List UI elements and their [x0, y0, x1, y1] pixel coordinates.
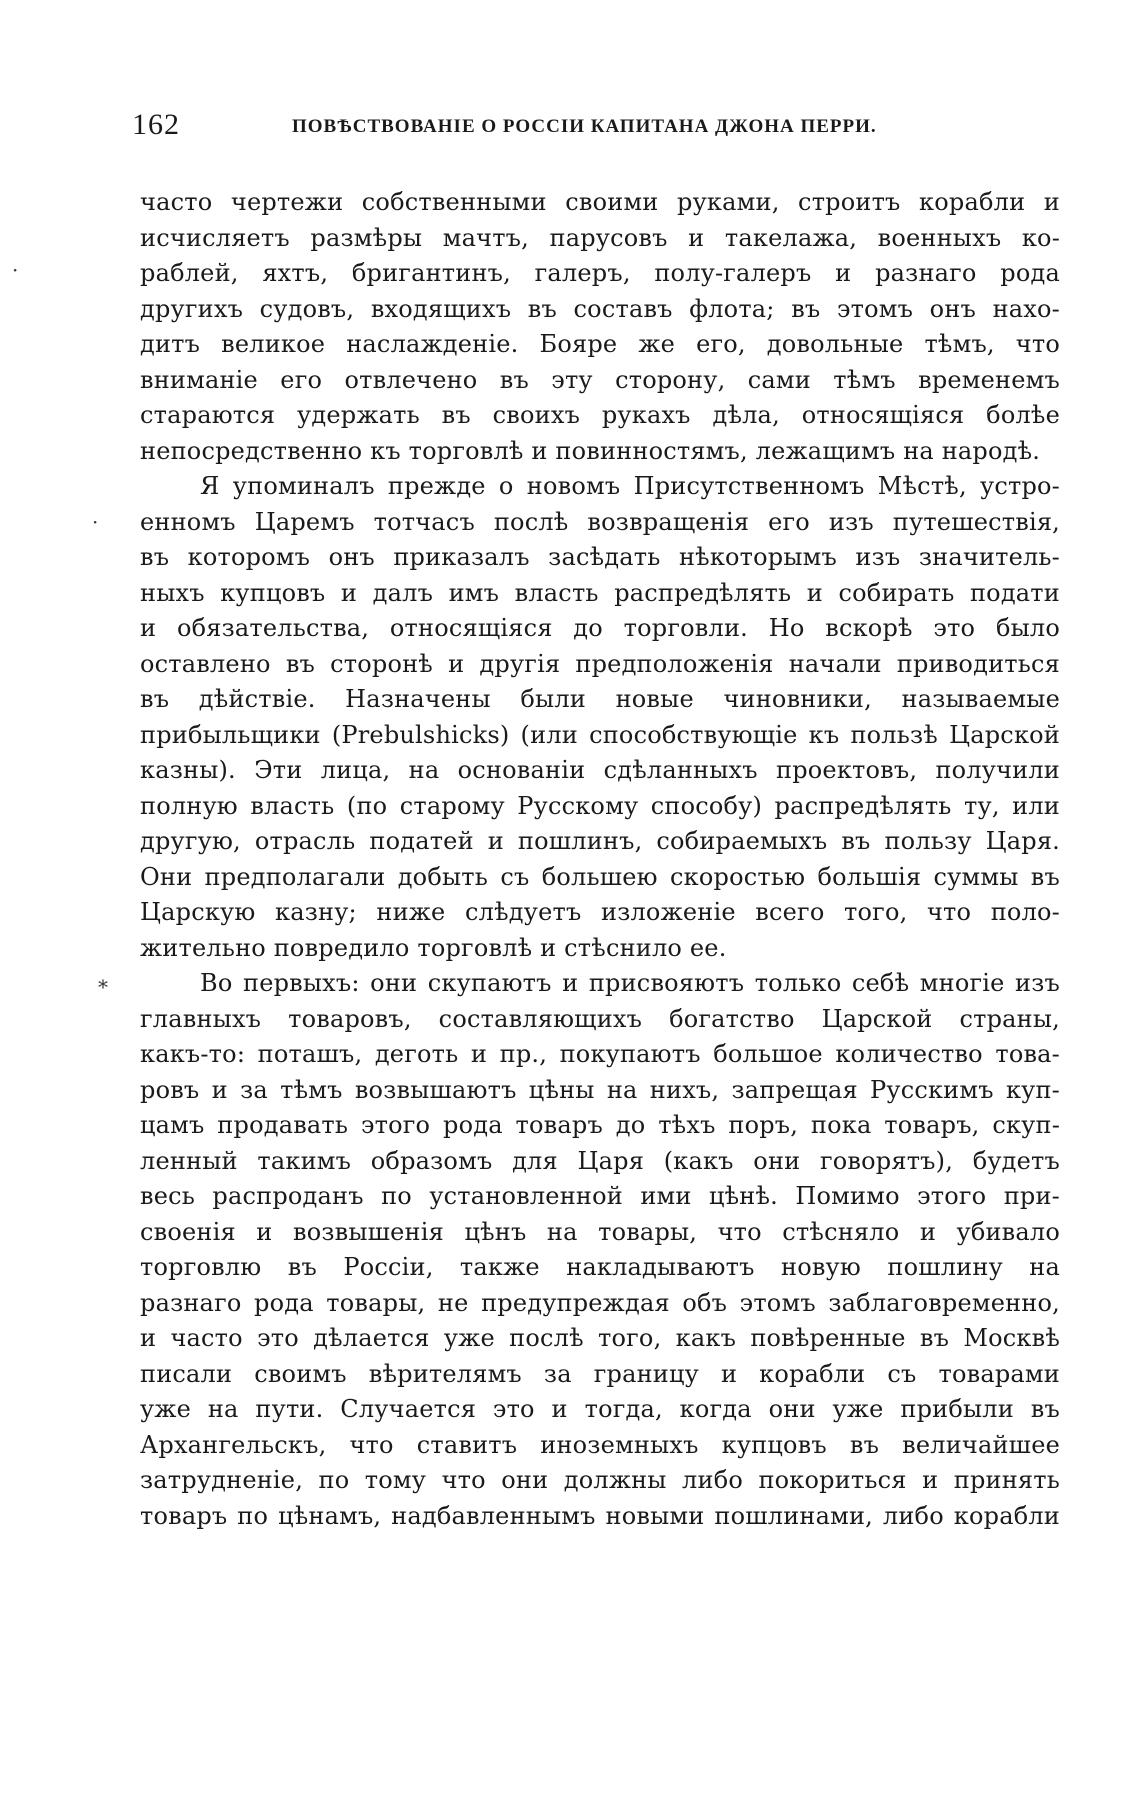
text-line: въ которомъ онъ приказалъ засѣдать нѣкоторымъ изъ значитель- [140, 543, 1060, 571]
text-line: Во первыхъ: они скупаютъ и присвояютъ только себѣ многіе изъ [200, 969, 1060, 997]
text-line: торговлю въ Россіи, также накладываютъ новую пошлину на [140, 1253, 1060, 1281]
body-text [140, 185, 1060, 1534]
page-header [132, 108, 922, 148]
text-line: ровъ и за тѣмъ возвышаютъ цѣны на нихъ, запрещая Русскимъ куп- [140, 1075, 1060, 1104]
text-line: своенія и возвышенія цѣнъ на товары, что стѣсняло и убивало [140, 1217, 1060, 1246]
text-line: енномъ Царемъ тотчасъ послѣ возвращенія его изъ путешествія, [140, 507, 1060, 536]
text-line: разнаго рода товары, не предупреждая объ этомъ заблаговременно, [140, 1288, 1060, 1317]
margin-mark: · [12, 258, 19, 282]
text-line: Царскую казну; ниже слѣдуетъ изложеніе всего того, что поло- [140, 898, 1060, 926]
text-line: Они предполагали добыть съ большею скоростью большія суммы въ [140, 862, 1060, 891]
text-line: товаръ по цѣнамъ, надбавленнымъ новыми пошлинами, либо корабли [140, 1501, 1060, 1530]
paragraph [140, 966, 1060, 1534]
running-title: ПОВѢСТВОВАНІЕ О РОССІИ КАПИТАНА ДЖОНА ПЕРРИ. [292, 116, 877, 137]
text-line: въ дѣйствіе. Назначены были новые чиновники, называемые [140, 685, 1060, 713]
text-line: какъ-то: поташъ, деготь и пр., покупаютъ большое количество това- [140, 1040, 1060, 1068]
text-line: Я упоминалъ прежде о новомъ Присутственномъ Мѣстѣ, устро- [200, 472, 1060, 500]
text-line: дитъ великое наслажденіе. Бояре же его, довольные тѣмъ, что [140, 330, 1060, 358]
text-line: ленный такимъ образомъ для Царя (какъ они говорятъ), будетъ [140, 1146, 1060, 1175]
text-line: и часто это дѣлается уже послѣ того, какъ повѣренные въ Москвѣ [140, 1324, 1060, 1352]
paragraph [140, 185, 1060, 469]
text-line: вниманіе его отвлечено въ эту сторону, сами тѣмъ временемъ [140, 365, 1060, 394]
page-number: 162 [132, 108, 180, 141]
text-line: полную власть (по старому Русскому способу) распредѣлять ту, или [140, 791, 1060, 820]
text-line: непосредственно къ торговлѣ и повинностямъ, лежащимъ на народѣ. [140, 436, 1041, 465]
text-line: весь распроданъ по установленной ими цѣнѣ. Помимо этого при- [140, 1182, 1060, 1210]
text-line: цамъ продавать этого рода товаръ до тѣхъ поръ, пока товаръ, скуп- [140, 1111, 1060, 1139]
text-line: прибыльщики (Prebulshicks) (или способствующіе къ пользѣ Царской [140, 720, 1060, 749]
text-line: казны). Эти лица, на основаніи сдѣланныхъ проектовъ, получили [140, 756, 1060, 784]
text-line: оставлено въ сторонѣ и другія предположенія начали приводиться [140, 649, 1060, 678]
text-line: часто чертежи собственными своими руками, строитъ корабли и [140, 188, 1060, 216]
text-line: раблей, яхтъ, бригантинъ, галеръ, полу-галеръ и разнаго рода [140, 259, 1060, 287]
text-line: писали своимъ вѣрителямъ за границу и корабли съ товарами [140, 1359, 1060, 1388]
paragraph [140, 469, 1060, 966]
text-line: исчисляетъ размѣры мачтъ, парусовъ и такелажа, военныхъ ко- [140, 223, 1060, 252]
text-line: уже на пути. Случается это и тогда, когда они уже прибыли въ [140, 1395, 1060, 1423]
text-line: другихъ судовъ, входящихъ въ составъ флота; въ этомъ онъ нахо- [140, 294, 1060, 323]
margin-mark: * [98, 975, 108, 999]
text-line: и обязательства, относящіяся до торговли. Но вскорѣ это было [140, 614, 1060, 642]
text-line: главныхъ товаровъ, составляющихъ богатство Царской страны, [140, 1004, 1060, 1033]
text-line: затрудненіе, по тому что они должны либо покориться и принять [140, 1466, 1060, 1494]
margin-mark: · [92, 510, 99, 534]
text-line: ныхъ купцовъ и далъ имъ власть распредѣлять и собирать подати [140, 578, 1060, 607]
text-line: стараются удержать въ своихъ рукахъ дѣла, относящіяся болѣе [140, 401, 1060, 429]
text-line: другую, отрасль податей и пошлинъ, собираемыхъ въ пользу Царя. [140, 827, 1060, 855]
text-line: жительно повредило торговлѣ и стѣснило ее. [140, 933, 727, 962]
text-line: Архангельскъ, что ставитъ иноземныхъ купцовъ въ величайшее [140, 1430, 1060, 1459]
